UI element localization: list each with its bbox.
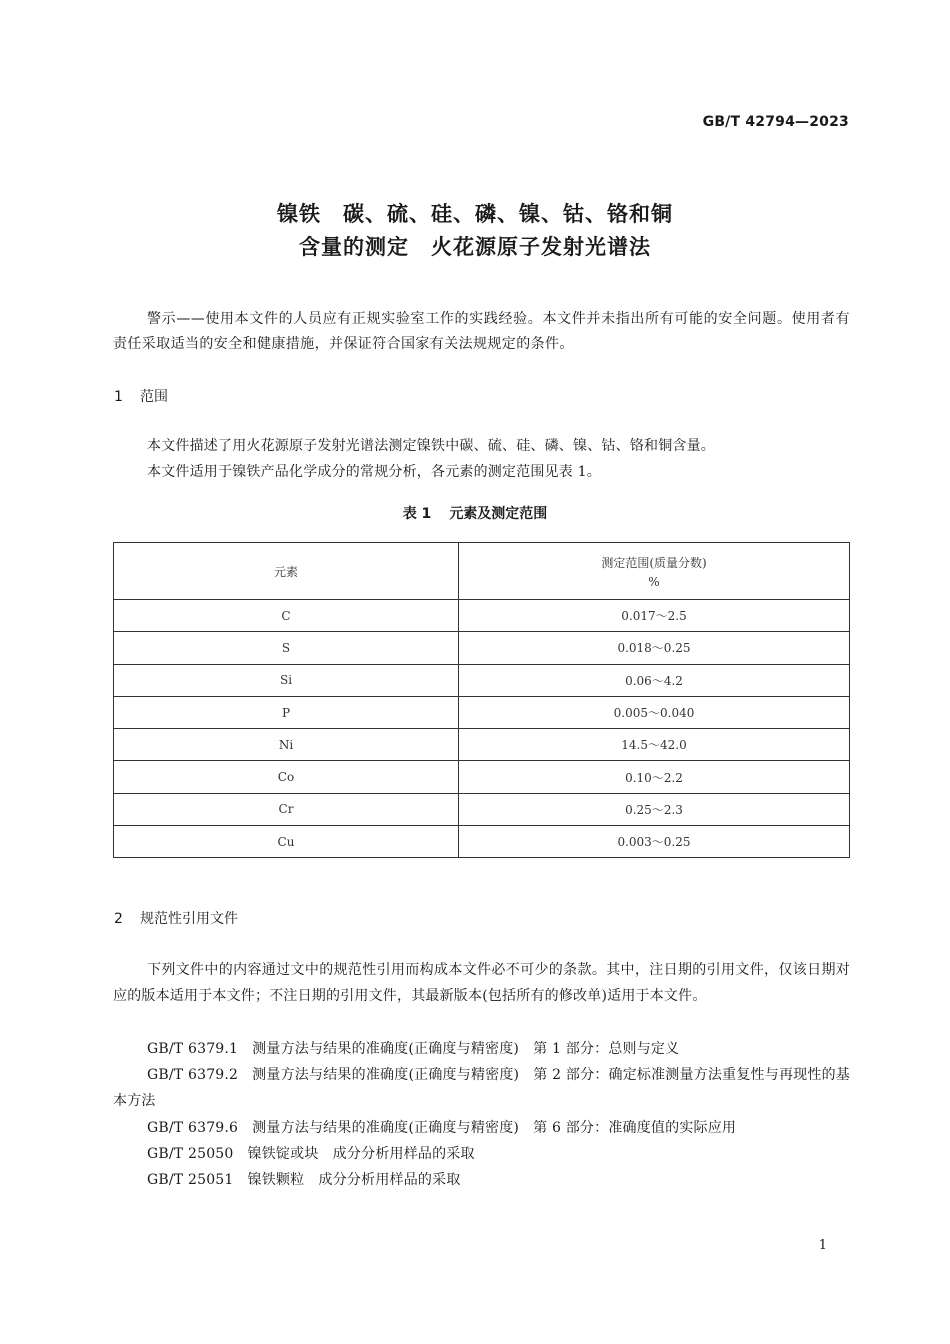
reference-title: 测量方法与结果的准确度(正确度与精密度) xyxy=(252,1067,520,1083)
element-cell: C xyxy=(114,600,459,632)
range-cell: 0.06～4.2 xyxy=(459,664,850,696)
range-cell: 0.017～2.5 xyxy=(459,600,850,632)
section-title: 规范性引用文件 xyxy=(140,911,238,927)
range-cell: 0.003～0.25 xyxy=(459,826,850,858)
reference-code: GB/T 25050 xyxy=(147,1146,234,1162)
reference-part: 第 1 部分：总则与定义 xyxy=(533,1041,680,1057)
element-cell: Ni xyxy=(114,729,459,761)
table-row xyxy=(114,600,850,632)
table-row xyxy=(114,696,850,728)
document-title-line1: 镍铁 碳、硫、硅、磷、镍、钴、铬和铜 xyxy=(277,202,673,226)
range-cell: 0.25～2.3 xyxy=(459,793,850,825)
table-title: 元素及测定范围 xyxy=(449,506,548,522)
element-cell: P xyxy=(114,696,459,728)
reference-title: 测量方法与结果的准确度(正确度与精密度) xyxy=(252,1041,520,1057)
reference-item xyxy=(113,1036,850,1062)
range-cell: 14.5～42.0 xyxy=(459,729,850,761)
reference-part: 第 2 部分：确定标准测量方法重复性与再现性的基本方法 xyxy=(113,1067,850,1109)
section-title: 范围 xyxy=(140,389,168,405)
reference-code: GB/T 6379.1 xyxy=(147,1041,239,1057)
scope-paragraph-1: 本文件描述了用火花源原子发射光谱法测定镍铁中碳、硫、硅、磷、镍、钴、铬和铜含量。 xyxy=(147,438,715,454)
table-row xyxy=(114,664,850,696)
table-row xyxy=(114,826,850,858)
table-row xyxy=(114,793,850,825)
scope-paragraph-2: 本文件适用于镍铁产品化学成分的常规分析，各元素的测定范围见表 1。 xyxy=(147,464,601,480)
reference-title: 镍铁锭或块 成分分析用样品的采取 xyxy=(247,1146,475,1162)
section-number: 2 xyxy=(114,911,123,927)
reference-item xyxy=(113,1115,850,1141)
element-cell: Cr xyxy=(114,793,459,825)
document-title-line2: 含量的测定 火花源原子发射光谱法 xyxy=(299,235,651,259)
table-row xyxy=(114,632,850,664)
range-cell: 0.018～0.25 xyxy=(459,632,850,664)
table-header-row xyxy=(114,543,850,600)
table-row xyxy=(114,761,850,793)
reference-title: 测量方法与结果的准确度(正确度与精密度) xyxy=(252,1120,520,1136)
references-intro: 下列文件中的内容通过文中的规范性引用而构成本文件必不可少的条款。其中，注日期的引用文件，仅该日期对应的版本适用于本文件；不注日期的引用文件，其最新版本(包括所有的修改单)适用于本文件。 xyxy=(113,962,850,1004)
element-cell: Cu xyxy=(114,826,459,858)
header-range xyxy=(459,543,850,600)
table-number: 表 1 xyxy=(402,506,432,522)
reference-item xyxy=(113,1167,850,1193)
section-2-heading xyxy=(114,908,238,928)
reference-code: GB/T 25051 xyxy=(147,1172,234,1188)
element-cell: S xyxy=(114,632,459,664)
section-1-heading xyxy=(114,386,168,406)
reference-item xyxy=(113,1141,850,1167)
header-range-unit: % xyxy=(648,574,660,589)
reference-part: 第 6 部分：准确度值的实际应用 xyxy=(533,1120,737,1136)
safety-warning: 警示——使用本文件的人员应有正规实验室工作的实践经验。本文件并未指出所有可能的安全问题。使用者有责任采取适当的安全和健康措施，并保证符合国家有关法规规定的条件。 xyxy=(113,311,850,352)
table-caption xyxy=(0,503,950,523)
header-range-label: 测定范围(质量分数) xyxy=(601,555,707,570)
page-number: 1 xyxy=(818,1238,827,1253)
header-element: 元素 xyxy=(114,543,459,600)
range-cell: 0.10～2.2 xyxy=(459,761,850,793)
reference-code: GB/T 6379.2 xyxy=(147,1067,239,1083)
element-cell: Si xyxy=(114,664,459,696)
range-cell: 0.005～0.040 xyxy=(459,696,850,728)
element-cell: Co xyxy=(114,761,459,793)
reference-title: 镍铁颗粒 成分分析用样品的采取 xyxy=(247,1172,461,1188)
reference-code: GB/T 6379.6 xyxy=(147,1120,239,1136)
section-number: 1 xyxy=(114,389,123,405)
element-range-table xyxy=(113,542,850,858)
reference-item xyxy=(113,1062,850,1114)
standard-code: GB/T 42794—2023 xyxy=(702,114,849,130)
table-row xyxy=(114,729,850,761)
